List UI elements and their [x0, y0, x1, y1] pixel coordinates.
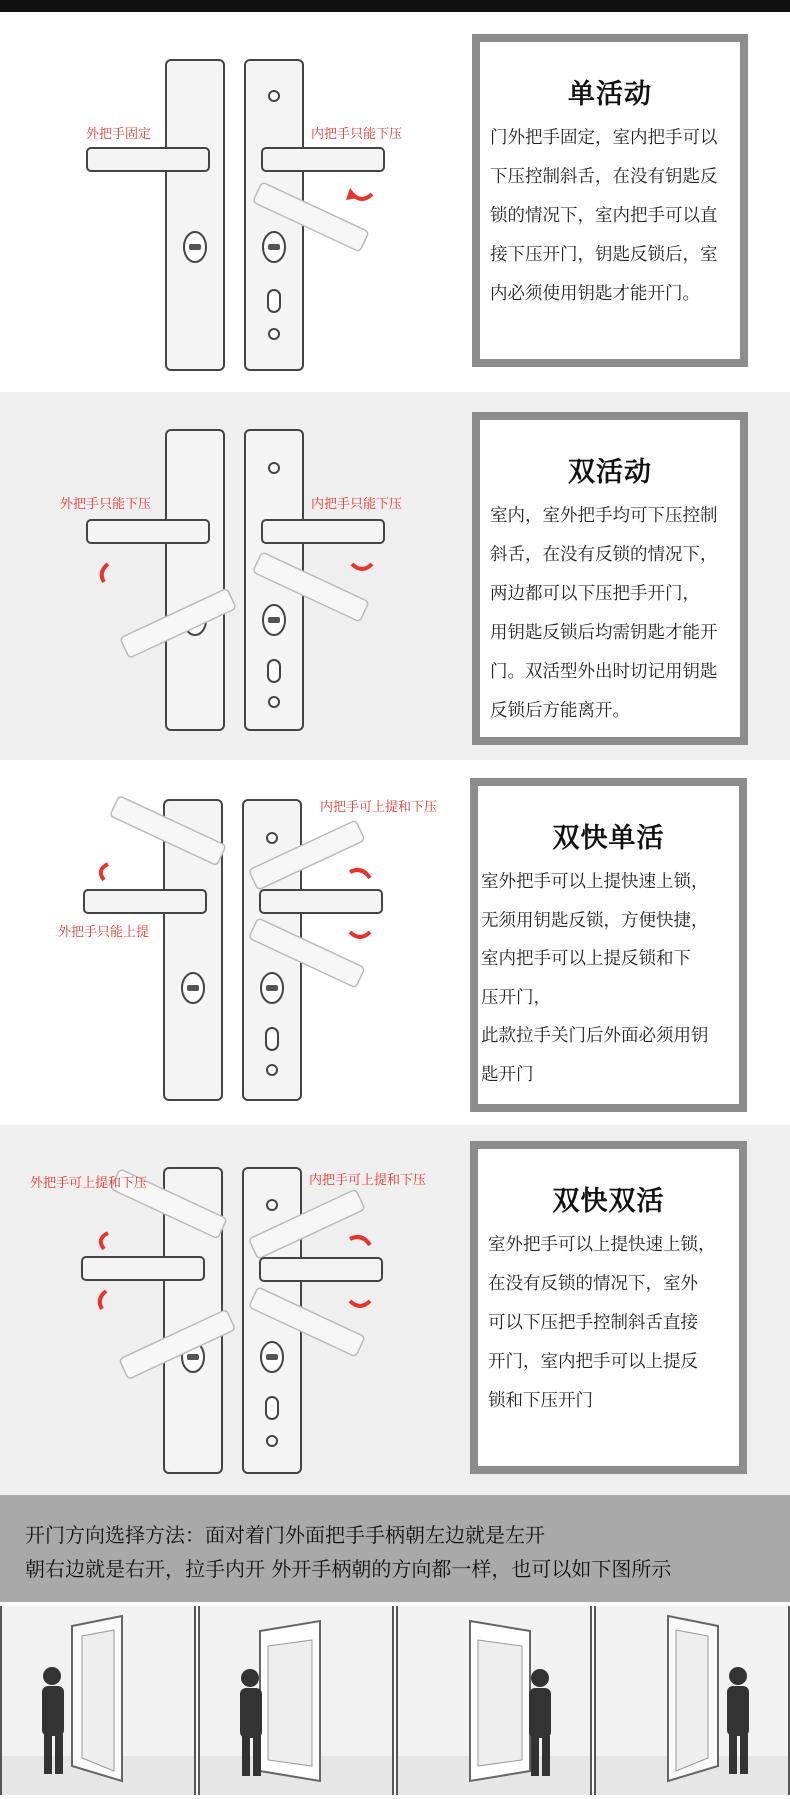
desc-line: 此款拉手关门后外面必须用钥: [481, 1026, 709, 1046]
mode-title: 单活动: [568, 79, 652, 110]
desc-line: 锁的情况下，室内把手可以直: [490, 206, 718, 226]
desc-line: 开门，室内把手可以上提反: [488, 1352, 698, 1372]
red-arrow-icon: [352, 564, 372, 569]
top-bar: [0, 0, 790, 12]
desc-line: 室外把手可以上提快速上锁，: [481, 872, 709, 892]
desc-line: 室内把手可以上提反锁和下: [481, 949, 691, 969]
desc-line: 在没有反锁的情况下，室外: [488, 1274, 698, 1294]
left-handle-label: 外把手可上提和下压: [30, 1176, 148, 1191]
right-handle-label: 内把手可上提和下压: [309, 1173, 427, 1188]
description-box: [472, 412, 748, 745]
mode-title: 双活动: [568, 457, 652, 488]
opening-direction-method: [0, 1495, 790, 1602]
red-arrow-icon: [350, 932, 370, 937]
method-line-1: 开门方向选择方法：面对着门外面把手手柄朝左边就是左开: [25, 1523, 545, 1547]
outer-handle: [87, 148, 209, 171]
door-person-image: [398, 1606, 590, 1795]
desc-line: 用钥匙反锁后均需钥匙才能开: [490, 623, 718, 643]
door-illustration-left-out: [0, 1606, 196, 1795]
description-box: [470, 778, 747, 1112]
handle-illustration-quick-single: [0, 760, 470, 1125]
desc-line: 斜舌，在没有反锁的情况下，: [490, 545, 718, 565]
desc-line: 压开门，: [481, 987, 551, 1008]
inner-handle: [262, 520, 384, 543]
mode-description: [490, 497, 730, 731]
door-illustration-right-out: [594, 1606, 790, 1795]
desc-line: 下压控制斜舌，在没有钥匙反: [490, 167, 718, 187]
left-handle-label: 外把手固定: [86, 127, 152, 142]
red-arrow-icon: [350, 1237, 370, 1245]
desc-line: 可以下压把手控制斜舌直接: [488, 1313, 698, 1333]
right-handle-label: 内把手只能下压: [311, 497, 403, 512]
inner-handle: [262, 148, 384, 171]
outer-handle: [84, 890, 206, 913]
section-single-active: [0, 12, 790, 392]
desc-line: 反锁后方能离开。: [490, 701, 630, 721]
description-box: [470, 1141, 747, 1474]
desc-line: 锁和下压开门: [488, 1391, 593, 1411]
mode-description: [488, 1226, 729, 1421]
section-double-quick-single-active: [0, 760, 790, 1125]
red-arrow-icon: [101, 864, 108, 880]
mode-description: [481, 863, 729, 1094]
desc-line: 匙开门: [481, 1064, 534, 1085]
left-handle-label: 外把手只能下压: [60, 497, 152, 512]
description-box: [472, 34, 748, 367]
section-double-quick-double-active: [0, 1125, 790, 1495]
door-person-image: [200, 1606, 392, 1795]
door-illustration-right-in: [396, 1606, 592, 1795]
desc-line: 两边都可以下压把手开门，: [490, 584, 700, 604]
desc-line: 无须用钥匙反锁，方便快捷，: [481, 910, 709, 931]
handle-illustration-single-active: [0, 12, 470, 392]
inner-handle: [260, 890, 382, 913]
door-illustration-left-in: [198, 1606, 394, 1795]
door-person-image: [2, 1606, 194, 1795]
mode-title: 双快单活: [552, 823, 665, 854]
desc-line: 门外把手固定，室内把手可以: [490, 128, 718, 148]
mode-description: [490, 119, 730, 314]
mode-title: 双快双活: [552, 1186, 665, 1217]
desc-line: 门。双活型外出时切记用钥匙: [490, 662, 718, 682]
door-direction-illustrations: [0, 1602, 790, 1795]
method-line-2: 朝右边就是右开，拉手内开 外开手柄朝的方向都一样，也可以如下图所示: [25, 1557, 672, 1581]
door-person-image: [596, 1606, 788, 1795]
red-arrow-icon: [350, 870, 370, 878]
outer-plate: [166, 60, 224, 370]
red-arrow-icon: [101, 1233, 108, 1249]
red-arrow-icon: [100, 1291, 106, 1309]
right-handle-label: 内把手可上提和下压: [320, 800, 438, 815]
desc-line: 室外把手可以上提快速上锁，: [488, 1235, 716, 1255]
outer-plate: [166, 430, 224, 730]
left-handle-label: 外把手只能上提: [58, 925, 150, 940]
outer-handle: [87, 520, 209, 543]
red-arrow-icon: [350, 1301, 370, 1306]
section-double-active: [0, 392, 790, 760]
outer-handle: [82, 1257, 204, 1280]
red-arrow-icon: [102, 564, 108, 582]
right-handle-label: 内把手只能下压: [311, 127, 403, 142]
desc-line: 室内，室外把手均可下压控制: [490, 506, 718, 526]
desc-line: 内必须使用钥匙才能开门。: [490, 284, 700, 304]
handle-illustration-double-active: [0, 392, 470, 760]
inner-handle: [260, 1258, 382, 1281]
desc-line: 接下压开门，钥匙反锁后，室: [490, 245, 718, 265]
handle-illustration-quick-double: [0, 1125, 470, 1495]
